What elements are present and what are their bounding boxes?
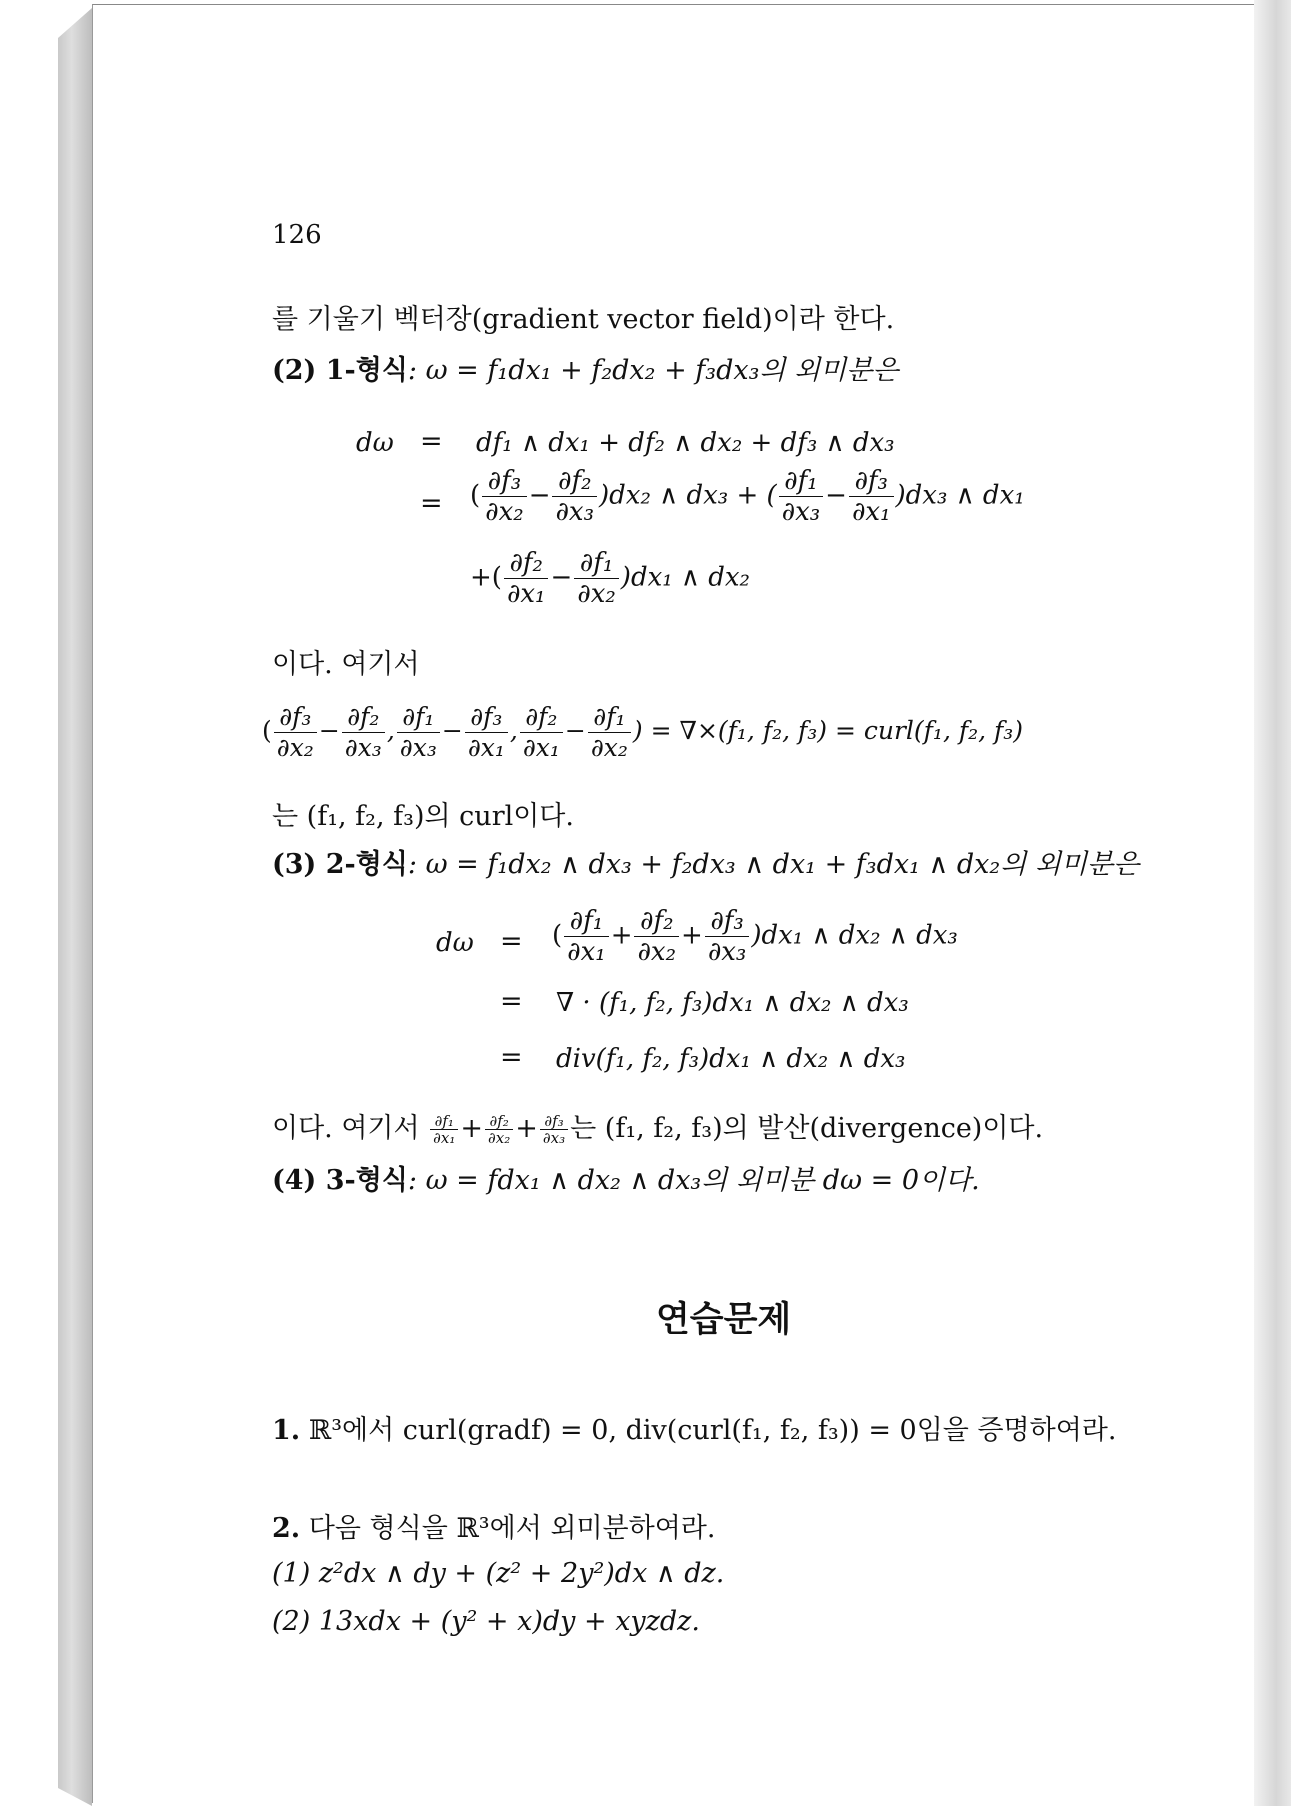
exercises-heading: 연습문제: [656, 1299, 792, 1340]
minus: −: [318, 716, 340, 745]
denominator: ∂x₁: [567, 937, 606, 967]
denominator: ∂x₃: [399, 733, 437, 762]
numerator: ∂f₁: [430, 1113, 458, 1130]
numerator: ∂f₁: [564, 906, 609, 937]
fraction: [588, 702, 631, 763]
eq2-line2: ∇ · (f₁, f₂, f₃)dx₁ ∧ dx₂ ∧ dx₃: [556, 988, 909, 1018]
minus: −: [441, 716, 463, 745]
book-spine: [58, 8, 92, 1806]
numerator: ∂f₃: [482, 466, 527, 497]
denominator: ∂x₁: [467, 733, 505, 762]
denominator: ∂x₂: [276, 733, 314, 762]
eq1-line2: [470, 466, 1025, 527]
numerator: ∂f₃: [274, 702, 317, 733]
item-2: [272, 354, 898, 388]
eq2-equals-2: =: [500, 986, 523, 1017]
curl-vector: [262, 702, 1023, 763]
eq2-equals-3: =: [500, 1042, 523, 1073]
denominator: ∂x₁: [851, 497, 891, 527]
fraction: [430, 1113, 458, 1146]
page-number: 126: [272, 220, 322, 250]
fraction: [779, 466, 824, 527]
fraction: [574, 548, 619, 609]
comma: ,: [386, 716, 395, 745]
numerator: ∂f₃: [465, 702, 508, 733]
exercise-2-part-2: (2) 13xdx + (y² + x)dy + xyzdz.: [272, 1606, 700, 1637]
fraction: [482, 466, 527, 527]
fraction: [540, 1113, 568, 1146]
eq1-equals-1: =: [420, 426, 443, 457]
denominator: ∂x₁: [433, 1129, 456, 1147]
item-2-formula: : ω = f₁dx₁ + f₂dx₂ + f₃dx₃의 외미분은: [407, 355, 899, 386]
paren: (: [262, 716, 272, 745]
item-3-formula: : ω = f₁dx₂ ∧ dx₃ + f₂dx₃ ∧ dx₁ + f₃dx₁ ∧ dx₂의 외미분은: [407, 849, 1140, 880]
denominator: ∂x₃: [781, 497, 821, 527]
fraction: [504, 548, 549, 609]
fraction: [705, 906, 750, 967]
intro-line: 를 기울기 벡터장(gradient vector field)이라 한다.: [272, 304, 895, 335]
plus-paren: +(: [470, 562, 502, 593]
item-4-label: (4) 3-형식: [272, 1165, 408, 1196]
plus: +: [610, 920, 633, 951]
fraction: [564, 906, 609, 967]
fraction: [465, 702, 508, 763]
item-4: [272, 1164, 980, 1198]
eq2-equals-1: =: [500, 926, 523, 957]
fraction: [485, 1113, 513, 1146]
eq1-line3-end: )dx₁ ∧ dx₂: [620, 562, 750, 593]
exercise-2-number: 2.: [272, 1513, 301, 1544]
numerator: ∂f₂: [342, 702, 385, 733]
numerator: ∂f₂: [504, 548, 549, 579]
fraction: [274, 702, 317, 763]
denominator: ∂x₃: [555, 497, 595, 527]
comma: ,: [509, 716, 518, 745]
exercise-2: [272, 1512, 715, 1546]
fraction: [634, 906, 679, 967]
text-here-1: 이다. 여기서: [272, 649, 420, 680]
fraction: [520, 702, 563, 763]
numerator: ∂f₂: [485, 1113, 513, 1130]
numerator: ∂f₃: [705, 906, 750, 937]
numerator: ∂f₂: [520, 702, 563, 733]
denominator: ∂x₂: [637, 937, 677, 967]
exercise-2-text: 다음 형식을 ℝ³에서 외미분하여라.: [308, 1513, 716, 1544]
exercise-1-text: ℝ³에서 curl(gradf) = 0, div(curl(f₁, f₂, f₃)) = 0임을 증명하여라.: [308, 1415, 1117, 1446]
denominator: ∂x₂: [485, 497, 524, 527]
fraction: [397, 702, 440, 763]
exercise-1: [272, 1414, 1116, 1448]
numerator: ∂f₃: [540, 1113, 568, 1130]
exercise-1-number: 1.: [272, 1415, 301, 1446]
plus: +: [460, 1113, 484, 1144]
denominator: ∂x₂: [577, 579, 616, 609]
denominator: ∂x₂: [590, 733, 628, 762]
numerator: ∂f₂: [552, 466, 597, 497]
curl-note: 는 (f₁, f₂, f₃)의 curl이다.: [272, 801, 574, 832]
numerator: ∂f₁: [779, 466, 824, 497]
eq1-line2-mid: )dx₂ ∧ dx₃ + (: [599, 480, 777, 511]
denominator: ∂x₃: [542, 1129, 566, 1147]
numerator: ∂f₁: [588, 702, 631, 733]
item-3: [272, 848, 1139, 882]
denominator: ∂x₁: [506, 579, 546, 609]
paren: (: [552, 920, 563, 951]
eq2-line1-end: )dx₁ ∧ dx₂ ∧ dx₃: [751, 920, 958, 951]
minus: −: [825, 480, 847, 511]
denominator: ∂x₃: [707, 937, 747, 967]
numerator: ∂f₂: [634, 906, 679, 937]
curl-rhs: ) = ∇×(f₁, f₂, f₃) = curl(f₁, f₂, f₃): [632, 716, 1024, 745]
page-edge: [1254, 0, 1291, 1806]
eq1-equals-2: =: [420, 488, 443, 519]
denominator: ∂x₂: [488, 1129, 511, 1147]
paren: (: [470, 480, 481, 511]
plus: +: [515, 1113, 538, 1144]
minus: −: [564, 716, 586, 745]
fraction: [849, 466, 894, 527]
denominator: ∂x₁: [522, 733, 560, 762]
eq1-line3: [470, 548, 750, 609]
div-note-start: 이다. 여기서: [272, 1113, 420, 1144]
fraction: [552, 466, 597, 527]
numerator: ∂f₁: [397, 702, 440, 733]
item-4-formula: : ω = fdx₁ ∧ dx₂ ∧ dx₃의 외미분 dω = 0이다.: [407, 1165, 980, 1196]
eq1-lhs: dω: [356, 428, 394, 458]
eq1-line1: df₁ ∧ dx₁ + df₂ ∧ dx₂ + df₃ ∧ dx₃: [476, 428, 895, 458]
eq2-lhs: dω: [436, 928, 474, 958]
div-note: [272, 1112, 1043, 1146]
eq1-line2-end: )dx₃ ∧ dx₁: [895, 480, 1025, 511]
numerator: ∂f₁: [574, 548, 619, 579]
div-note-end: 는 (f₁, f₂, f₃)의 발산(divergence)이다.: [570, 1113, 1044, 1144]
eq2-line3: div(f₁, f₂, f₃)dx₁ ∧ dx₂ ∧ dx₃: [556, 1044, 906, 1074]
item-3-label: (3) 2-형식: [272, 849, 408, 880]
numerator: ∂f₃: [849, 466, 894, 497]
denominator: ∂x₃: [344, 733, 382, 762]
minus: −: [550, 562, 573, 593]
item-2-label: (2) 1-형식: [272, 355, 408, 386]
exercise-2-part-1: (1) z²dx ∧ dy + (z² + 2y²)dx ∧ dz.: [272, 1558, 725, 1589]
fraction: [342, 702, 385, 763]
eq2-line1: [552, 906, 958, 967]
plus: +: [681, 920, 703, 951]
minus: −: [528, 480, 551, 511]
